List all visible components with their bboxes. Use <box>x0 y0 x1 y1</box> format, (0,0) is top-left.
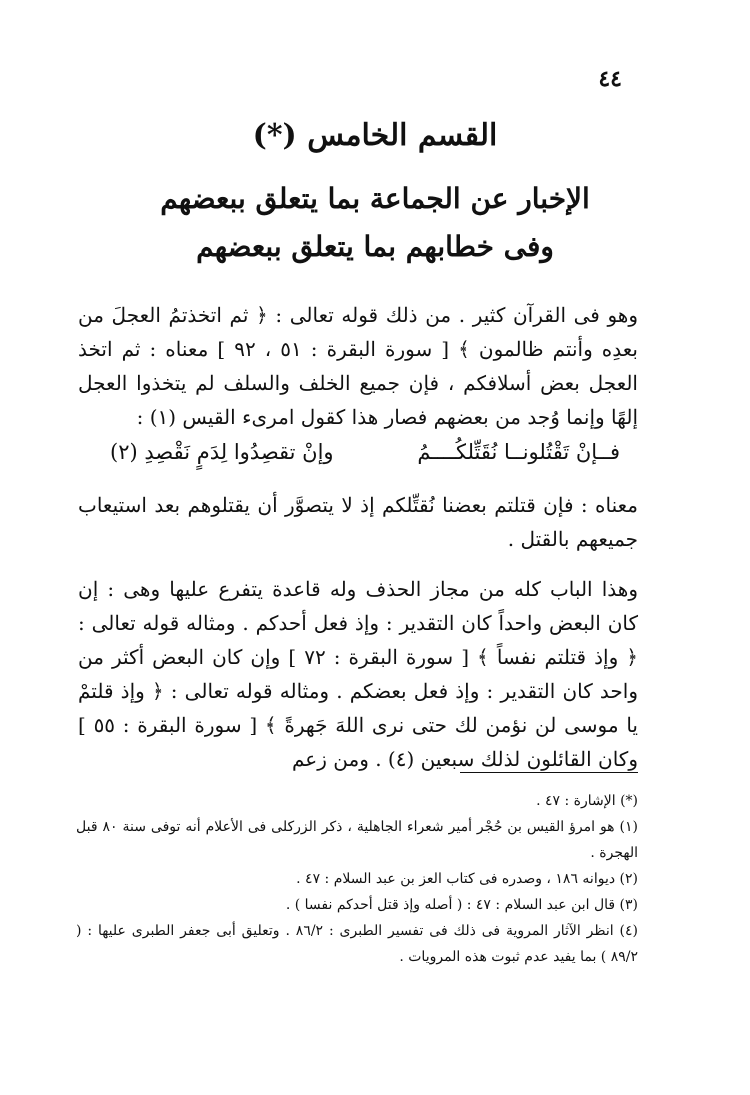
footnote-star: (*) الإشارة : ٤٧ . <box>536 793 638 809</box>
footnote-2: (٢) ديوانه ١٨٦ ، وصدره فى كتاب العز بن عبد السلام : ٤٧ . <box>296 871 638 887</box>
footnote-4: (٤) انظر الآثار المروية فى ذلك فى تفسير الطبرى : ٨٦/٢ . وتعليق أبى جعفر الطبرى عليها : ( ٨٩/٢ ) بما يفيد عدم ثبوت هذه المرويات . <box>76 923 638 965</box>
paragraph-3: وهذا الباب كله من مجاز الحذف وله قاعدة يتفرع عليها وهى : إن كان البعض واحداً كان التقدير : وإذ فعل أحدكم . ومثاله قوله تعالى : ﴿ وإذ قتلتم نفساً ﴾ [ سورة البقرة : ٧٢ ] وإن كان البعض أكثر من واحد كان التقدير : وإذ فعل بعضكم . ومثاله قوله تعالى : ﴿ وإذ قلتمْ يا موسى لن نؤمن لك حتى نرى اللهَ جَهرةً ﴾ [ سورة البقرة : ٥٥ ] وكان القائلون لذلك سبعين (٤) . ومن زعم <box>78 577 638 771</box>
footnote-divider <box>460 772 638 773</box>
poetry-verse <box>110 440 620 464</box>
chapter-heading-line-2: وفى خطابهم بما يتعلق ببعضهم <box>196 230 554 263</box>
verse-first-hemistich: فــإنْ تَقْتُلونــا نُقَتِّلكُــــمُ <box>417 440 620 464</box>
footnotes <box>76 788 638 970</box>
chapter-heading-line-1: الإخبار عن الجماعة بما يتعلق ببعضهم <box>160 182 590 215</box>
paragraph-1: وهو فى القرآن كثير . من ذلك قوله تعالى : ﴿ ثم اتخذتمُ العجلَ من بعدِه وأنتم ظالمون ﴾ [ سورة البقرة : ٥١ ، ٩٢ ] معناه : ثم اتخذ العجل بعض أسلافكم ، فإن جميع الخلف والسلف لم يتخذوا العجل إلهًا وإنما وُجد من بعضهم فصار هذا كقول امرىء القيس (١) : <box>78 303 639 429</box>
footnote-3: (٣) قال ابن عبد السلام : ٤٧ : ( أصله وإذ قتل أحدكم نفسا ) . <box>285 897 638 913</box>
page-number: ٤٤ <box>598 66 622 92</box>
footnote-1: (١) هو امرؤ القيس بن حُجْر أمير شعراء الجاهلية ، ذكر الزركلى فى الأعلام أنه توفى سنة ٨٠ قبل الهجرة . <box>76 819 638 861</box>
paragraph-2: معناه : فإن قتلتم بعضنا نُقتِّلكم إذ لا يتصوَّر أن يقتلوهم بعد استيعاب جميعهم بالقتل . <box>78 493 638 551</box>
section-title: القسم الخامس (*) <box>252 118 498 153</box>
verse-second-hemistich: وإنْ تقصِدُوا لِدَمٍ نَقْصِدِ (٢) <box>110 440 334 464</box>
